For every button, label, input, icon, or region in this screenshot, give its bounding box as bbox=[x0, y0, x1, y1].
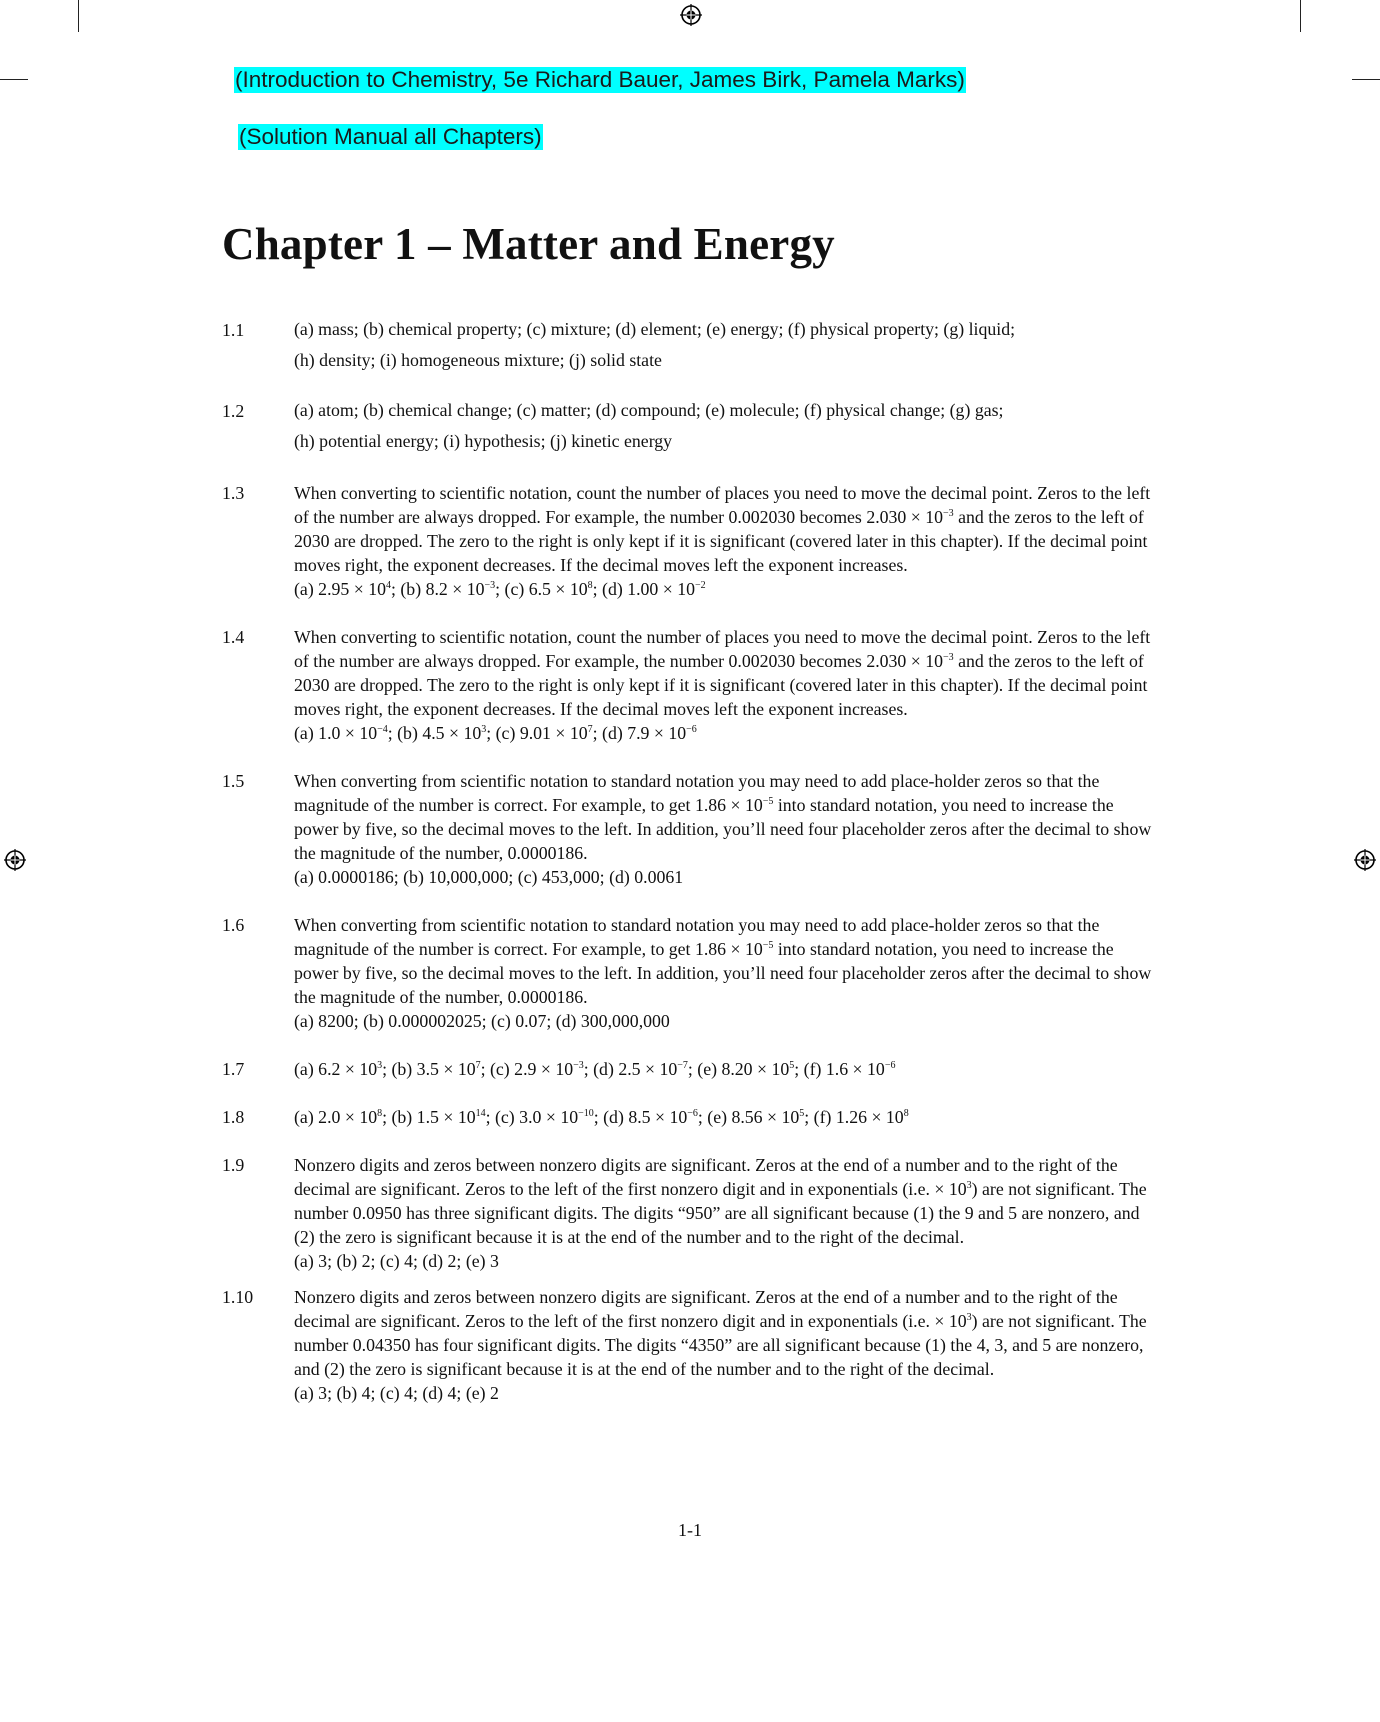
item-body bbox=[294, 913, 1152, 1033]
answer-item bbox=[222, 1153, 1152, 1273]
answer-text: (a) 3; (b) 4; (c) 4; (d) 4; (e) 2 bbox=[294, 1383, 499, 1403]
registration-mark-icon bbox=[1354, 849, 1376, 871]
item-number: 1.2 bbox=[222, 401, 245, 421]
crop-mark-right bbox=[1352, 79, 1380, 80]
answer-item bbox=[222, 1057, 1152, 1081]
item-body bbox=[294, 1285, 1152, 1405]
answer-text: (a) $6.2 \times 10^3$; (b) $3.5 \times 10^7$; (c) $2.9 \times 10^{-3}$; (d) $2.5 \times 10^{-7}$; (e) $8.20 \times 10^5$; (f) $1.6 \times 10^{-6}$ bbox=[294, 1059, 896, 1079]
answer-item bbox=[222, 399, 1152, 457]
answer-line: (h) density; (i) homogeneous mixture; (j) solid state bbox=[294, 350, 662, 370]
answer-text: (a) $2.95 \times 10^4$; (b) $8.2 \times 10^{-3}$; (c) $6.5 \times 10^8$; (d) $1.00 \times 10^{-2}$ bbox=[294, 579, 706, 599]
crop-mark-left bbox=[0, 79, 28, 80]
explanation-text: Nonzero digits and zeros between nonzero digits are significant. Zeros at the end of a number and to the right of the decimal are significant. Zeros to the left of the first nonzero digit and in exponentials (i.e. × $10^3$) are not significant. The number 0.04350 has four significant digits. The digits “4350” are all significant because (1) the 4, 3, and 5 are nonzero, and (2) the zero is significant because it is at the end of the number and to the right of the decimal. bbox=[294, 1287, 1147, 1379]
item-body bbox=[294, 1057, 1152, 1081]
answer-text: (a) 3; (b) 2; (c) 4; (d) 2; (e) 3 bbox=[294, 1251, 499, 1271]
explanation-text: When converting from scientific notation to standard notation you may need to add place-holder zeros so that the magnitude of the number is correct. For example, to get $1.86 \times 10^{-5}$ into standard notation, you need to increase the power by five, so the decimal moves to the left. In addition, you’ll need four placeholder zeros after the decimal to show the magnitude of the number, 0.0000186. bbox=[294, 915, 1152, 1007]
explanation-text: When converting to scientific notation, count the number of places you need to move the decimal point. Zeros to the left of the number are always dropped. For example, the number 0.002030 becomes $2.030 \times 10^{-3}$ and the zeros to the left of 2030 are dropped. The zero to the right is only kept if it is significant (covered later in this chapter). If the decimal point moves right, the exponent decreases. If the decimal moves left the exponent increases. bbox=[294, 483, 1151, 575]
explanation-text: Nonzero digits and zeros between nonzero digits are significant. Zeros at the end of a number and to the right of the decimal are significant. Zeros to the left of the first nonzero digit and in exponentials (i.e. × $10^3$) are not significant. The number 0.0950 has three significant digits. The digits “950” are all significant because (1) the 9 and 5 are nonzero, and (2) the zero is significant because it is at the end of the number and to the right of the decimal. bbox=[294, 1155, 1147, 1247]
item-number: 1.8 bbox=[222, 1107, 245, 1127]
answer-item bbox=[222, 913, 1152, 1033]
item-body bbox=[294, 481, 1152, 601]
page-number: 1-1 bbox=[678, 1520, 702, 1540]
crop-mark-top-left bbox=[78, 0, 79, 32]
item-body bbox=[294, 399, 1152, 457]
answer-text: (a) $2.0 \times 10^8$; (b) $1.5 \times 10^{14}$; (c) $3.0 \times 10^{-10}$; (d) $8.5 \times 10^{-6}$; (e) $8.56 \times 10^5$; (f) $1.26 \times 10^8$ bbox=[294, 1107, 909, 1127]
item-number: 1.1 bbox=[222, 320, 245, 340]
crop-mark-top-right bbox=[1300, 0, 1301, 32]
registration-mark-icon bbox=[680, 4, 702, 26]
item-number: 1.3 bbox=[222, 483, 245, 503]
book-title-highlight: (Introduction to Chemistry, 5e Richard Bauer, James Birk, Pamela Marks) bbox=[235, 67, 965, 92]
answer-text: (a) 8200; (b) 0.000002025; (c) 0.07; (d) 300,000,000 bbox=[294, 1011, 670, 1031]
explanation-text: When converting from scientific notation to standard notation you may need to add place-holder zeros so that the magnitude of the number is correct. For example, to get $1.86 \times 10^{-5}$ into standard notation, you need to increase the power by five, so the decimal moves to the left. In addition, you’ll need four placeholder zeros after the decimal to show the magnitude of the number, 0.0000186. bbox=[294, 771, 1152, 863]
answer-line: (a) atom; (b) chemical change; (c) matter; (d) compound; (e) molecule; (f) physical change; (g) gas; bbox=[294, 400, 1004, 420]
answer-item bbox=[222, 1105, 1152, 1129]
item-number: 1.5 bbox=[222, 771, 245, 791]
answer-item bbox=[222, 1285, 1152, 1405]
answer-line: (h) potential energy; (i) hypothesis; (j) kinetic energy bbox=[294, 431, 673, 451]
answer-line: (a) mass; (b) chemical property; (c) mixture; (d) element; (e) energy; (f) physical property; (g) liquid; bbox=[294, 319, 1016, 339]
item-body bbox=[294, 318, 1152, 376]
answer-item bbox=[222, 481, 1152, 601]
item-number: 1.10 bbox=[222, 1287, 254, 1307]
item-number: 1.9 bbox=[222, 1155, 245, 1175]
explanation-text: When converting to scientific notation, count the number of places you need to move the decimal point. Zeros to the left of the number are always dropped. For example, the number 0.002030 becomes $2.030 \times 10^{-3}$ and the zeros to the left of 2030 are dropped. The zero to the right is only kept if it is significant (covered later in this chapter). If the decimal point moves right, the exponent decreases. If the decimal moves left the exponent increases. bbox=[294, 627, 1151, 719]
item-number: 1.4 bbox=[222, 627, 245, 647]
item-body bbox=[294, 769, 1152, 889]
item-number: 1.6 bbox=[222, 915, 245, 935]
registration-mark-icon bbox=[4, 849, 26, 871]
answer-item bbox=[222, 769, 1152, 889]
item-body bbox=[294, 1153, 1152, 1273]
answer-item bbox=[222, 625, 1152, 745]
chapter-title: Chapter 1 – Matter and Energy bbox=[222, 219, 835, 269]
item-body bbox=[294, 625, 1152, 745]
answers-list bbox=[222, 318, 1152, 1405]
solution-manual-highlight: (Solution Manual all Chapters) bbox=[239, 124, 542, 149]
answer-text: (a) $1.0 \times 10^{-4}$; (b) $4.5 \times 10^3$; (c) $9.01 \times 10^7$; (d) $7.9 \times 10^{-6}$ bbox=[294, 723, 697, 743]
item-body bbox=[294, 1105, 1152, 1129]
answer-text: (a) 0.0000186; (b) 10,000,000; (c) 453,000; (d) 0.0061 bbox=[294, 867, 684, 887]
answer-item bbox=[222, 318, 1152, 376]
item-number: 1.7 bbox=[222, 1059, 245, 1079]
